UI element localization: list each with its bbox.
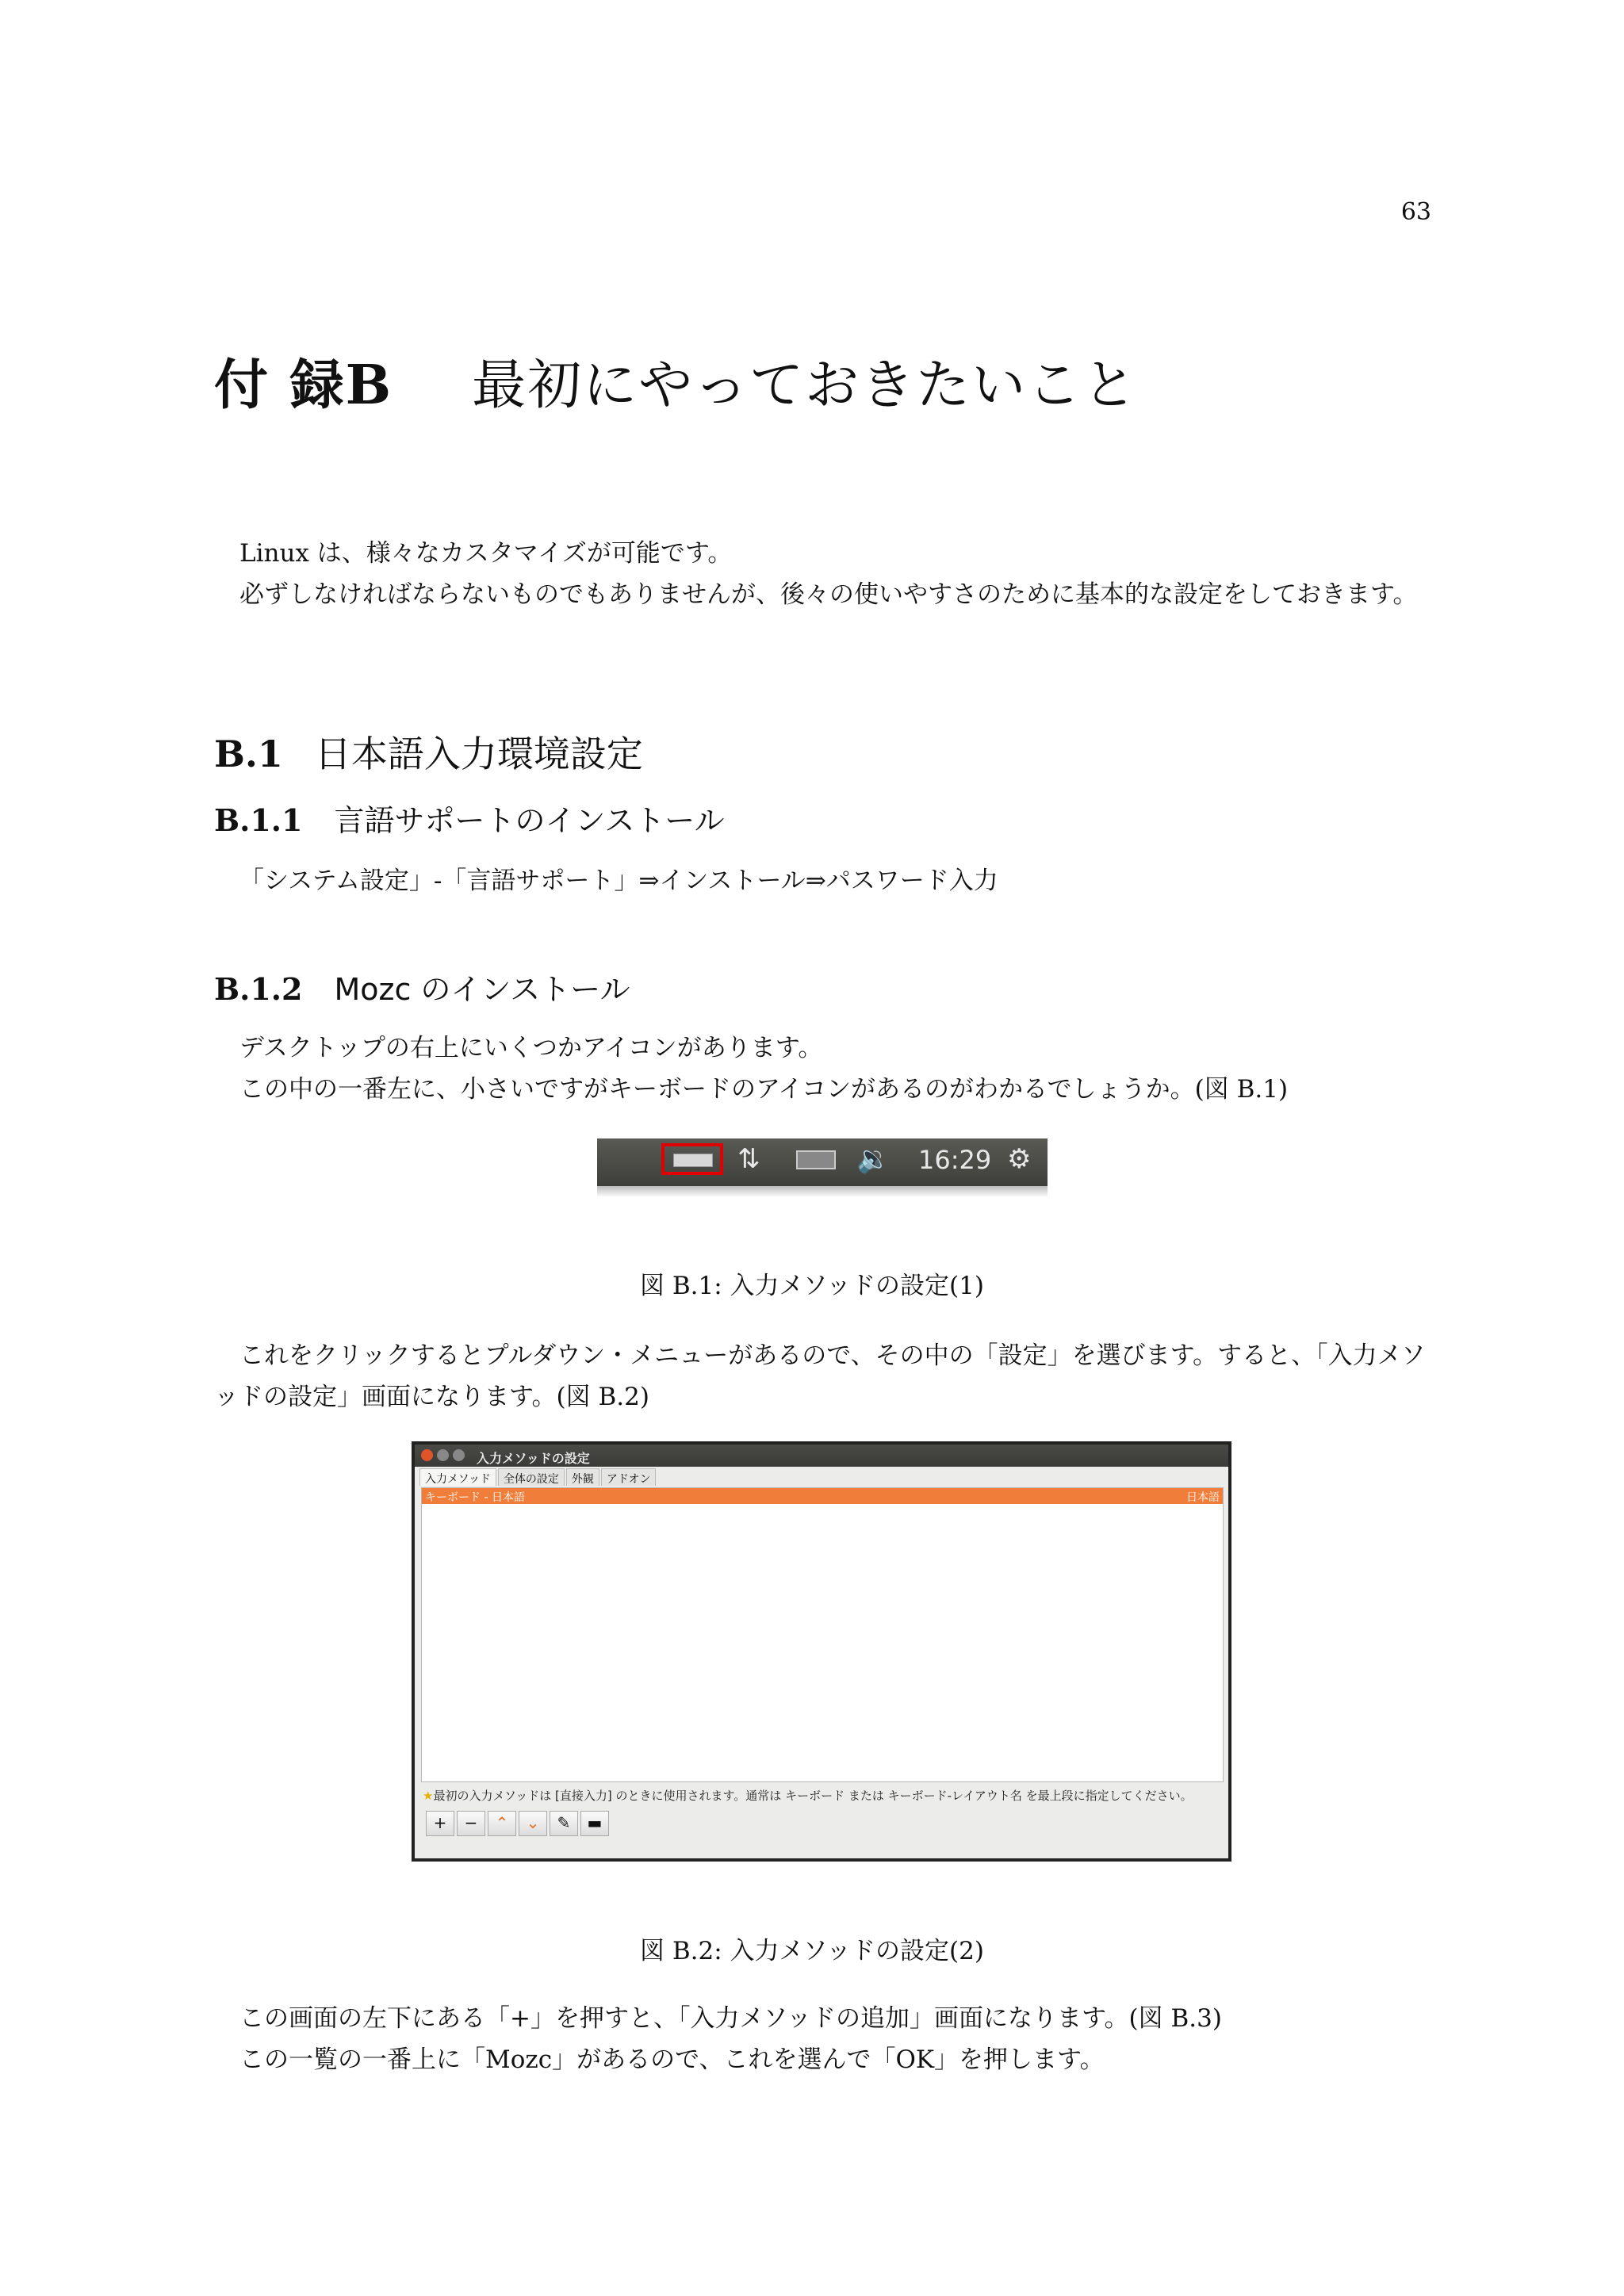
tab-appearance[interactable]: 外観 <box>566 1468 599 1486</box>
tab-bar <box>419 1468 656 1486</box>
input-method-settings-window <box>412 1441 1231 1862</box>
list-item-name: キーボード - 日本語 <box>425 1491 525 1504</box>
intro-paragraph <box>214 533 1435 615</box>
subsection-2-line-1: デスクトップの右上にいくつかアイコンがあります。 <box>239 1034 823 1062</box>
move-down-button[interactable]: ⌄ <box>519 1811 547 1836</box>
panel-shadow <box>597 1186 1048 1197</box>
battery-icon[interactable] <box>796 1150 836 1169</box>
star-icon: ★ <box>423 1789 434 1803</box>
section-heading <box>214 725 643 778</box>
subsection-2-text <box>214 1027 1435 1110</box>
volume-icon[interactable]: 🔉 <box>856 1143 891 1175</box>
keyboard-layout-button[interactable]: ▬ <box>580 1811 609 1836</box>
network-icon[interactable]: ⇅ <box>737 1143 760 1175</box>
subsection-number-1: B.1.1 <box>214 802 303 838</box>
paragraph-3 <box>214 1335 1435 1418</box>
gear-icon[interactable]: ⚙ <box>1007 1143 1032 1175</box>
close-button[interactable] <box>421 1449 433 1461</box>
list-item-language: 日本語 <box>1186 1491 1220 1504</box>
tab-input-method[interactable]: 入力メソッド <box>419 1468 496 1486</box>
intro-line-1: Linux は、様々なカスタマイズが可能です。 <box>239 539 733 568</box>
subsection-2-line-2: この中の一番左に、小さいですがキーボードのアイコンがあるのがわかるでしょうか。(図 B.1) <box>239 1075 1289 1104</box>
paragraph-3-text: これをクリックするとプルダウン・メニューがあるので、その中の「設定」を選びます。すると、「入力メソッドの設定」画面になります。(図 B.2) <box>214 1341 1426 1411</box>
page-number: 63 <box>1400 198 1431 226</box>
list-toolbar <box>426 1811 609 1836</box>
figure-2-caption: 図 B.2: 入力メソッドの設定(2) <box>640 1937 984 1965</box>
subsection-title-1: 言語サポートのインストール <box>334 803 725 838</box>
tab-addons[interactable]: アドオン <box>601 1468 657 1486</box>
remove-button[interactable]: − <box>457 1811 485 1836</box>
input-method-list[interactable] <box>421 1487 1224 1782</box>
appendix-title-text: 最初にやっておきたいこと <box>472 354 1139 417</box>
subsection-heading-1 <box>214 796 725 840</box>
subsection-1-line: 「システム設定」-「言語サポート」⇒インストール⇒パスワード入力 <box>239 867 998 895</box>
appendix-label: 付 録B <box>214 354 393 417</box>
paragraph-4 <box>214 1998 1435 2080</box>
window-title: 入力メソッドの設定 <box>477 1451 590 1466</box>
subsection-number-2: B.1.2 <box>214 971 303 1007</box>
section-number: B.1 <box>214 733 283 775</box>
configure-button[interactable]: ✎ <box>550 1811 578 1836</box>
notice-message: 最初の入力メソッドは [直接入力] のときに使用されます。通常は キーボード または キーボード-レイアウト名 を最上段に指定してください。 <box>433 1789 1193 1803</box>
keyboard-icon[interactable] <box>673 1154 713 1167</box>
minimize-button[interactable] <box>437 1449 449 1461</box>
subsection-1-text <box>214 860 1435 901</box>
section-title: 日本語入力環境設定 <box>314 733 643 775</box>
subsection-title-2: Mozc のインストール <box>334 972 630 1007</box>
list-item[interactable] <box>422 1488 1223 1504</box>
maximize-button[interactable] <box>453 1449 465 1461</box>
move-up-button[interactable]: ⌃ <box>488 1811 516 1836</box>
paragraph-4-line-1: この画面の左下にある「+」を押すと、「入力メソッドの追加」画面になります。(図 B.3) <box>239 2004 1222 2033</box>
tab-global-settings[interactable]: 全体の設定 <box>498 1468 565 1486</box>
add-button[interactable]: + <box>426 1811 454 1836</box>
notice-text <box>423 1787 1193 1804</box>
appendix-title <box>214 342 1138 419</box>
paragraph-4-line-2: この一覧の一番上に「Mozc」があるので、これを選んで「OK」を押します。 <box>239 2045 1105 2074</box>
subsection-heading-2 <box>214 965 630 1008</box>
figure-1-caption: 図 B.1: 入力メソッドの設定(1) <box>640 1272 984 1300</box>
window-titlebar <box>415 1445 1228 1467</box>
intro-line-2: 必ずしなければならないものでもありませんが、後々の使いやすさのために基本的な設定をしておきます。 <box>239 580 1418 609</box>
clock[interactable]: 16:29 <box>918 1145 992 1175</box>
